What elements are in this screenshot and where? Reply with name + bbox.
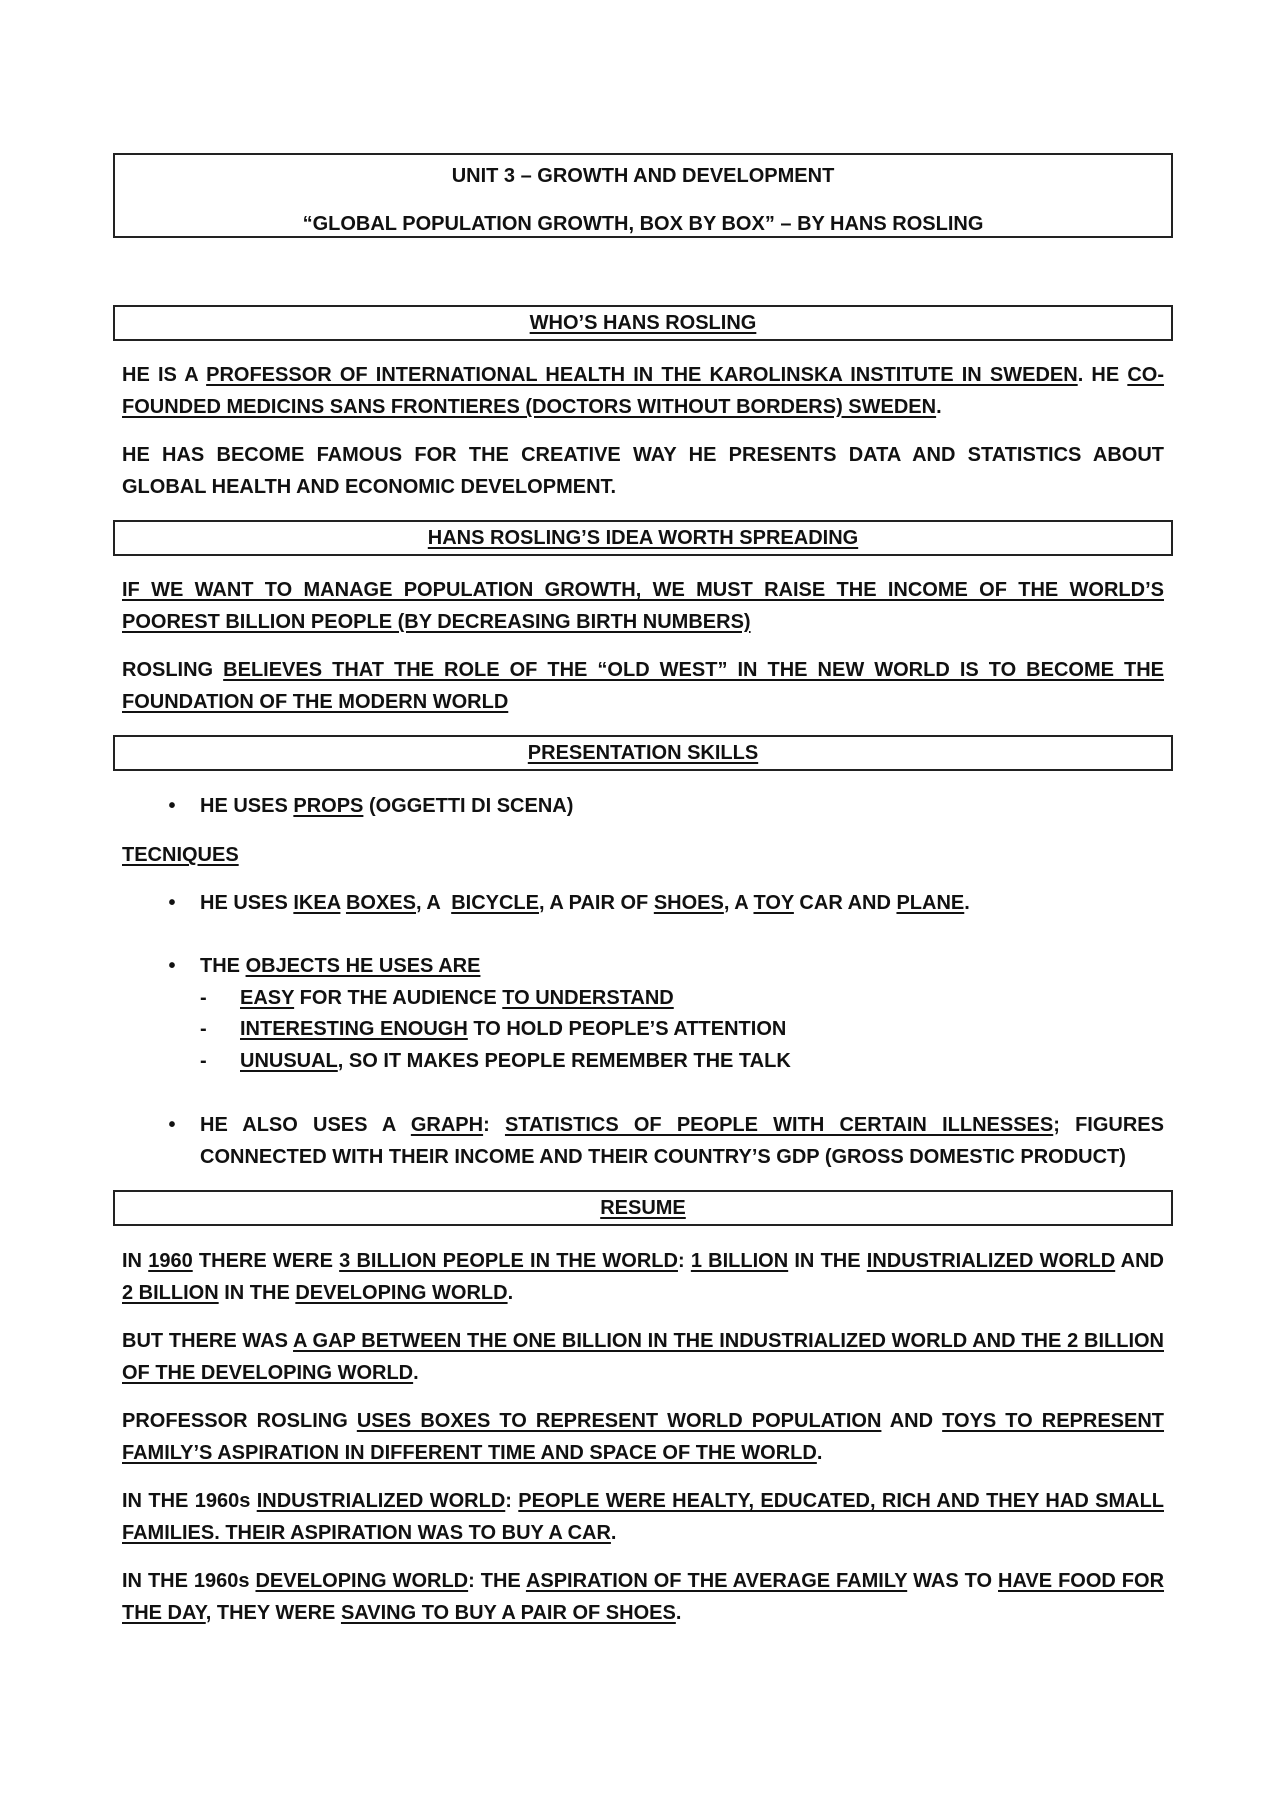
- section-heading-who: WHO’S HANS ROSLING: [529, 312, 757, 334]
- bullet-icon: •: [168, 795, 176, 817]
- bullet-icon: •: [168, 955, 176, 977]
- text-run: ; FIGURES CONNECTED WITH THEIR INCOME AND THEIR COUNTRY’S GDP (GROSS DOMESTIC PRODUCT): [200, 1114, 1164, 1168]
- underlined-text: TOY: [753, 892, 794, 914]
- section-heading-box-who: [113, 305, 1173, 341]
- text-run: .: [816, 1442, 823, 1464]
- subheading-techniques: [122, 839, 1164, 871]
- text-run: .: [507, 1282, 514, 1304]
- underlined-text: BICYCLE: [451, 892, 539, 914]
- paragraph-old-west: [122, 654, 1164, 718]
- underlined-text: CO-FOUNDED MEDICINS SANS FRONTIERES (DOCTORS WITHOUT BORDERS) SWEDEN: [122, 364, 1165, 418]
- underlined-text: 1960: [148, 1250, 193, 1272]
- bullet-text: [200, 790, 1164, 822]
- underlined-text: INDUSTRIALIZED WORLD: [866, 1250, 1116, 1272]
- underlined-text: A GAP BETWEEN THE ONE BILLION IN THE INDUSTRIALIZED WORLD AND THE 2 BILLION OF THE DEVELOPING WORLD: [122, 1330, 1164, 1384]
- paragraph-developing: [122, 1565, 1164, 1629]
- text-run: IN THE: [788, 1250, 867, 1272]
- underlined-text: 2 BILLION: [122, 1282, 219, 1304]
- underlined-text: TO UNDERSTAND: [502, 987, 674, 1009]
- text-run: , SO IT MAKES PEOPLE REMEMBER THE TALK: [337, 1050, 791, 1072]
- underlined-text: STATISTICS OF PEOPLE WITH CERTAIN ILLNESSES: [504, 1114, 1054, 1136]
- underlined-text: ASPIRATION OF THE AVERAGE FAMILY: [525, 1570, 908, 1592]
- text-run: HE USES: [200, 795, 294, 817]
- underlined-text: HAVE FOOD FOR THE DAY: [122, 1570, 1165, 1624]
- underlined-text: PLANE: [896, 892, 965, 914]
- text-run: BUT THERE WAS: [122, 1330, 294, 1352]
- section-heading-box-resume: [113, 1190, 1173, 1226]
- section-heading-box-skills: [113, 735, 1173, 771]
- paragraph-1960-population: [122, 1245, 1164, 1309]
- underlined-text: INTERESTING ENOUGH: [240, 1018, 468, 1040]
- underlined-text: EASY: [240, 987, 295, 1009]
- dash-icon: -: [200, 1018, 207, 1040]
- dash-text: [240, 1013, 786, 1045]
- text-run: :: [677, 1250, 691, 1272]
- text-run: AND: [1115, 1250, 1164, 1272]
- dash-text: [240, 982, 674, 1014]
- text-run: IN THE 1960s: [122, 1570, 256, 1592]
- dash-icon: -: [200, 987, 207, 1009]
- bullet-text: [200, 887, 1164, 919]
- text-run: ROSLING: [122, 659, 224, 681]
- talk-title: “GLOBAL POPULATION GROWTH, BOX BY BOX” – BY HANS ROSLING: [302, 213, 984, 235]
- bullet-icon: •: [168, 1114, 176, 1136]
- text-run: HE ALSO USES A: [200, 1114, 411, 1136]
- text-run: .: [610, 1522, 617, 1544]
- underlined-text: 1 BILLION: [690, 1250, 789, 1272]
- underlined-text: IKEA: [293, 892, 341, 914]
- paragraph-boxes-toys: [122, 1405, 1164, 1469]
- text-run: , A PAIR OF: [538, 892, 654, 914]
- section-heading-resume: RESUME: [600, 1197, 686, 1219]
- text-run: : THE: [468, 1570, 526, 1592]
- text-run: HE IS A: [122, 364, 207, 386]
- text-run: . HE: [1077, 364, 1128, 386]
- underlined-text: GRAPH: [410, 1114, 484, 1136]
- text-run: IN: [122, 1250, 149, 1272]
- text-run: THE: [200, 955, 246, 977]
- underlined-text: 3 BILLION PEOPLE IN THE WORLD: [339, 1250, 678, 1272]
- text-run: PROFESSOR ROSLING: [122, 1410, 357, 1432]
- text-run: WAS TO: [907, 1570, 999, 1592]
- text-run: :: [505, 1490, 519, 1512]
- underlined-text: USES BOXES TO REPRESENT WORLD POPULATION: [356, 1410, 882, 1432]
- paragraph-idea: IF WE WANT TO MANAGE POPULATION GROWTH, WE MUST RAISE THE INCOME OF THE WORLD’S POOREST BILLION PEOPLE (BY DECREASING BIRTH NUMBERS): [122, 579, 1164, 633]
- underlined-text: OBJECTS HE USES ARE: [245, 955, 481, 977]
- title-box: [113, 153, 1173, 238]
- section-heading-box-idea: [113, 520, 1173, 556]
- bullet-text: [200, 950, 1164, 982]
- text-run: HE USES: [200, 892, 294, 914]
- text-run: , A: [723, 892, 754, 914]
- bullet-icon: •: [168, 892, 176, 914]
- bullet-text: [200, 1109, 1164, 1173]
- underlined-text: TOYS TO REPRESENT FAMILY’S ASPIRATION IN DIFFERENT TIME AND SPACE OF THE WORLD: [122, 1410, 1165, 1464]
- paragraph-bio: [122, 359, 1164, 423]
- text-run: .: [964, 892, 970, 914]
- underlined-text: PEOPLE WERE HEALTY, EDUCATED, RICH AND THEY HAD SMALL FAMILIES. THEIR ASPIRATION WAS TO BUY A CAR: [122, 1490, 1164, 1544]
- underlined-text: SHOES: [653, 892, 724, 914]
- text-run: , THEY WERE: [205, 1602, 341, 1624]
- text-run: IN THE: [218, 1282, 296, 1304]
- underlined-text: SAVING TO BUY A PAIR OF SHOES: [340, 1602, 676, 1624]
- text-run: IN THE 1960s: [122, 1490, 257, 1512]
- text-run: .: [936, 396, 942, 418]
- dash-text: [240, 1045, 791, 1077]
- underlined-text: BOXES: [345, 892, 416, 914]
- section-heading-idea: HANS ROSLING’S IDEA WORTH SPREADING: [427, 527, 859, 549]
- underlined-text: BELIEVES THAT THE ROLE OF THE “OLD WEST” IN THE NEW WORLD IS TO BECOME THE FOUNDATION OF THE MODERN WORLD: [122, 659, 1165, 713]
- text-run: .: [413, 1362, 419, 1384]
- underlined-text: UNUSUAL: [240, 1050, 338, 1072]
- text-run: .: [675, 1602, 682, 1624]
- paragraph-gap: [122, 1325, 1164, 1389]
- text-run: THERE WERE: [192, 1250, 340, 1272]
- underlined-text: TECNIQUES: [122, 844, 239, 866]
- text-run: TO HOLD PEOPLE’S ATTENTION: [467, 1018, 787, 1040]
- paragraph-fame: HE HAS BECOME FAMOUS FOR THE CREATIVE WAY HE PRESENTS DATA AND STATISTICS ABOUT GLOBAL HEALTH AND ECONOMIC DEVELOPMENT.: [122, 444, 1164, 498]
- underlined-text: INDUSTRIALIZED WORLD: [256, 1490, 506, 1512]
- underlined-text: PROFESSOR OF INTERNATIONAL HEALTH IN THE KAROLINSKA INSTITUTE IN SWEDEN: [206, 364, 1078, 386]
- dash-icon: -: [200, 1050, 207, 1072]
- bullet-graph: [122, 1109, 1164, 1173]
- text-run: CAR AND: [793, 892, 897, 914]
- text-run: (OGGETTI DI SCENA): [363, 795, 574, 817]
- paragraph-industrialized: [122, 1485, 1164, 1549]
- text-run: AND: [881, 1410, 943, 1432]
- underlined-text: DEVELOPING WORLD: [295, 1282, 508, 1304]
- text-run: :: [483, 1114, 505, 1136]
- unit-title: UNIT 3 – GROWTH AND DEVELOPMENT: [451, 165, 835, 187]
- text-run: , A: [416, 892, 452, 914]
- underlined-text: PROPS: [293, 795, 364, 817]
- section-heading-skills: PRESENTATION SKILLS: [527, 742, 759, 764]
- underlined-text: DEVELOPING WORLD: [255, 1570, 469, 1592]
- text-run: FOR THE AUDIENCE: [294, 987, 503, 1009]
